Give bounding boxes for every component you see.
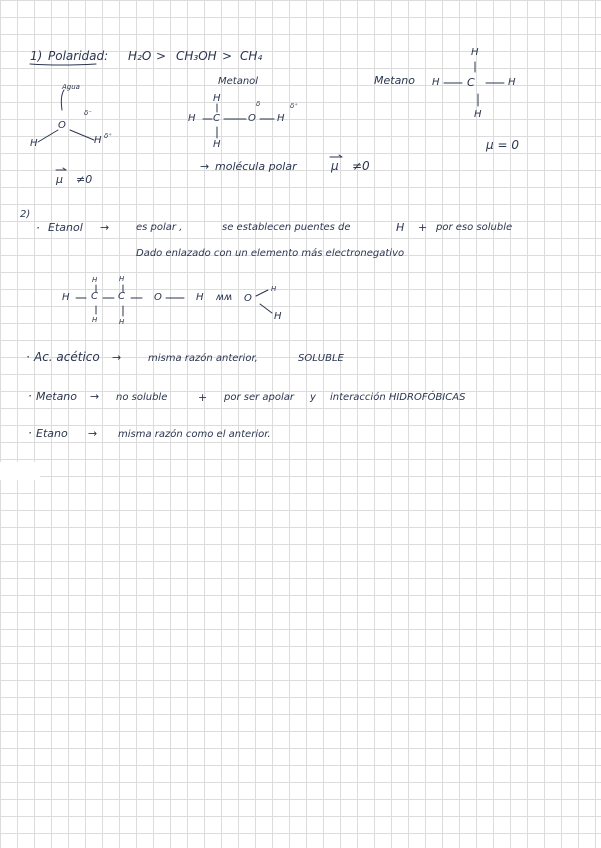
acetico-text: misma razón anterior, bbox=[148, 353, 258, 364]
title-underline bbox=[30, 64, 96, 65]
water-label-pointer bbox=[61, 90, 64, 110]
section1-title: Polaridad: bbox=[48, 49, 109, 63]
acetico-name: Ac. acético bbox=[34, 350, 100, 364]
metano-bullet: · bbox=[28, 389, 32, 403]
methanol-conclusion-arrow: → bbox=[200, 160, 210, 173]
methane-h-bottom: H bbox=[474, 109, 482, 120]
metano-plus: + bbox=[198, 391, 208, 404]
etano-arrow: → bbox=[88, 427, 98, 440]
ethanol-water-o: O bbox=[244, 293, 252, 304]
water-h-left: H bbox=[30, 138, 38, 149]
methane-h-right: H bbox=[508, 77, 516, 88]
ethanol-h-left: H bbox=[62, 292, 70, 303]
methanol-h-right: H bbox=[277, 113, 285, 124]
methanol-c: C bbox=[213, 113, 220, 124]
methane-mu-zero: μ = 0 bbox=[486, 138, 519, 152]
water-h-right: H bbox=[94, 135, 102, 146]
acetico-bullet: · bbox=[26, 350, 30, 364]
etano-name: Etano bbox=[36, 427, 68, 440]
methane-c: C bbox=[467, 76, 475, 89]
methanol-conclusion: molécula polar bbox=[215, 160, 297, 173]
metano-text-2: por ser apolar bbox=[224, 392, 295, 403]
ethanol-c1: C bbox=[91, 291, 98, 302]
metano-name: Metano bbox=[36, 390, 78, 403]
methanol-h-bottom: H bbox=[213, 139, 221, 150]
methane-label: Metano bbox=[374, 74, 416, 87]
water-mu: μ bbox=[56, 173, 63, 186]
ranking-ch3oh: CH₃OH bbox=[176, 49, 217, 63]
etanol-h: H bbox=[396, 221, 405, 234]
water-bond-left bbox=[38, 130, 58, 142]
etanol-text-3: por eso soluble bbox=[436, 222, 513, 233]
metano-text-3: interacción HIDROFÓBICAS bbox=[330, 392, 466, 403]
etanol-bullet: · bbox=[36, 221, 40, 235]
methanol-h-top: H bbox=[213, 93, 221, 104]
water-bond-right bbox=[70, 130, 94, 140]
page-blank-patch bbox=[0, 462, 40, 480]
ethanol-c2-h-top: H bbox=[119, 275, 125, 283]
section1-number: 1) bbox=[30, 49, 43, 63]
water-delta-pos: δ⁺ bbox=[104, 132, 112, 140]
methanol-label: Metanol bbox=[218, 76, 259, 87]
methanol-h-left: H bbox=[188, 113, 196, 124]
etanol-plus: + bbox=[418, 221, 428, 234]
etanol-name: Etanol bbox=[48, 221, 83, 234]
ranking-gt-1: > bbox=[156, 49, 167, 63]
methanol-mu: μ bbox=[331, 159, 339, 173]
methanol-delta-pos: δ⁺ bbox=[290, 102, 298, 110]
section2-number: 2) bbox=[20, 209, 31, 220]
water-label: Agua bbox=[62, 83, 80, 91]
etano-text: misma razón como el anterior. bbox=[118, 429, 271, 440]
etanol-text-1: es polar , bbox=[136, 222, 183, 233]
ethanol-c1-h-bottom: H bbox=[92, 316, 98, 324]
water-o: O bbox=[58, 120, 66, 131]
metano-y: y bbox=[310, 392, 316, 403]
metano-text-1: no soluble bbox=[116, 392, 168, 403]
ethanol-c2: C bbox=[118, 291, 125, 302]
ethanol-h-oh: H bbox=[196, 292, 204, 303]
ranking-gt-2: > bbox=[222, 49, 233, 63]
etano-bullet: · bbox=[28, 426, 32, 440]
ethanol-c2-h-bottom: H bbox=[119, 318, 125, 326]
etanol-arrow: → bbox=[100, 221, 110, 234]
ethanol-water-h-top: H bbox=[271, 285, 277, 293]
etanol-line-2: Dado enlazado con un elemento más electronegativo bbox=[136, 248, 405, 259]
metano-arrow: → bbox=[90, 390, 100, 403]
acetico-result: SOLUBLE bbox=[298, 353, 344, 364]
ranking-h2o: H₂O bbox=[128, 49, 152, 63]
ethanol-water-h-bottom: H bbox=[274, 311, 282, 322]
methanol-o: O bbox=[248, 113, 256, 124]
ranking-ch4: CH₄ bbox=[240, 49, 263, 63]
methane-h-left: H bbox=[432, 77, 440, 88]
acetico-arrow: → bbox=[112, 351, 122, 364]
methane-h-top: H bbox=[471, 47, 479, 58]
water-mu-neq: ≠0 bbox=[76, 173, 93, 186]
water-delta-neg: δ⁻ bbox=[84, 109, 92, 117]
ethanol-hbond: ʍʍ bbox=[216, 292, 233, 303]
methanol-delta-neg: δ bbox=[256, 100, 261, 108]
methanol-mu-neq: ≠0 bbox=[352, 159, 370, 173]
etanol-text-2: se establecen puentes de bbox=[222, 222, 351, 233]
ethanol-o: O bbox=[154, 292, 162, 303]
ethanol-c1-h-top: H bbox=[92, 276, 98, 284]
